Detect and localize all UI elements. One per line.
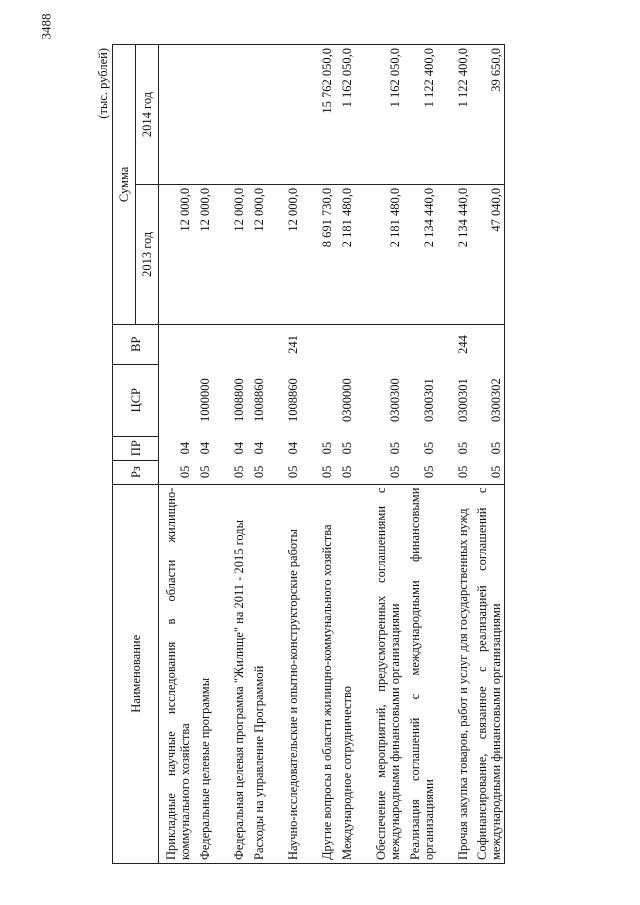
row-csr: 1008860 xyxy=(251,378,266,423)
row-pr: 05 xyxy=(421,441,436,455)
table-body xyxy=(159,45,505,864)
row-pr: 04 xyxy=(251,441,266,455)
row-csr xyxy=(301,364,335,436)
row-name: Федеральные целевые программы xyxy=(193,484,213,863)
row-rz: 05 xyxy=(421,465,436,479)
row-csr: 0300302 xyxy=(471,364,505,436)
row-name: Другие вопросы в области жилищно-коммунального хозяйства xyxy=(301,484,335,863)
row-2013: 2 134 440,0 xyxy=(403,184,437,324)
row-pr: 04 xyxy=(285,441,300,455)
table-row xyxy=(471,45,505,864)
header-sum: Сумма xyxy=(113,45,136,325)
row-name: Федеральная целевая программа "Жилище" на 2011 - 2015 годы xyxy=(213,484,247,863)
row-pr: 05 xyxy=(455,441,470,455)
row-2013: 12 000,0 xyxy=(247,184,267,324)
row-2014: 1 122 400,0 xyxy=(437,45,471,185)
row-vr xyxy=(403,324,437,364)
row-2014: 1 162 050,0 xyxy=(355,45,403,185)
row-csr: 0300000 xyxy=(339,378,354,423)
row-2014: 1 122 400,0 xyxy=(403,45,437,185)
row-pr: 04 xyxy=(231,441,246,455)
row-rz: 05 xyxy=(197,465,212,479)
row-name: Софинансирование, связанное с реализацией соглашений с международными финансовыми организациями xyxy=(471,484,505,863)
row-vr xyxy=(193,324,213,364)
row-rz: 05 xyxy=(339,465,354,479)
row-name: Прикладные научные исследования в области жилищно-коммунального хозяйства xyxy=(159,484,193,863)
row-pr: 04 xyxy=(197,441,212,455)
row-2014: 15 762 050,0 xyxy=(301,45,335,185)
row-2014: 39 650,0 xyxy=(471,45,505,185)
row-rz: 05 xyxy=(387,465,402,479)
table-row xyxy=(355,45,403,864)
row-vr xyxy=(247,324,267,364)
header-csr: ЦСР xyxy=(113,364,159,436)
row-2014: 1 162 050,0 xyxy=(335,45,355,185)
row-rz: 05 xyxy=(285,465,300,479)
row-2014 xyxy=(247,45,267,185)
header-2014: 2014 год xyxy=(136,45,159,185)
table-row xyxy=(193,45,213,864)
row-2014 xyxy=(159,45,193,185)
row-csr: 1008860 xyxy=(285,378,300,423)
row-rz: 05 xyxy=(471,460,505,484)
row-2014 xyxy=(193,45,213,185)
header-name: Наименование xyxy=(113,484,159,863)
table-row xyxy=(301,45,335,864)
row-2013: 2 181 480,0 xyxy=(335,184,355,324)
row-rz: 05 xyxy=(177,465,192,479)
page-number: 3488 xyxy=(38,13,54,40)
header-rz: Рз xyxy=(113,460,159,484)
table-row xyxy=(403,45,437,864)
header-2013: 2013 год xyxy=(136,184,159,324)
row-csr xyxy=(159,364,193,436)
row-vr xyxy=(159,324,193,364)
row-2013: 12 000,0 xyxy=(213,184,247,324)
row-name: Прочая закупка товаров, работ и услуг для государственных нужд xyxy=(437,484,471,863)
table-row xyxy=(213,45,247,864)
row-2013: 12 000,0 xyxy=(267,184,301,324)
header-row-1 xyxy=(113,45,136,864)
row-name: Реализация соглашений с международными финансовыми организациями xyxy=(403,484,437,863)
row-vr xyxy=(335,324,355,364)
row-vr: 244 xyxy=(455,335,470,354)
row-2013: 12 000,0 xyxy=(193,184,213,324)
row-rz: 05 xyxy=(455,465,470,479)
row-name: Научно-исследовательские и опытно-конструкторские работы xyxy=(267,484,301,863)
row-rz: 05 xyxy=(319,465,334,479)
row-2013: 8 691 730,0 xyxy=(301,184,335,324)
row-pr: 05 xyxy=(319,441,334,455)
rotated-page-content xyxy=(96,44,550,864)
header-pr: ПР xyxy=(113,436,159,460)
row-csr: 0300301 xyxy=(455,378,470,423)
row-vr: 241 xyxy=(285,335,300,354)
row-pr: 05 xyxy=(387,441,402,455)
row-csr: 0300300 xyxy=(387,378,402,423)
header-vr: ВР xyxy=(113,324,159,364)
row-name: Международное сотрудничество xyxy=(335,484,355,863)
table-row xyxy=(159,45,193,864)
row-2013: 12 000,0 xyxy=(159,184,193,324)
row-2013: 2 134 440,0 xyxy=(437,184,471,324)
row-csr: 0300301 xyxy=(421,378,436,423)
row-vr xyxy=(355,324,403,364)
row-2014 xyxy=(213,45,247,185)
table-row xyxy=(335,45,355,864)
units-label: (тыс. рублей) xyxy=(96,48,110,119)
row-vr xyxy=(213,324,247,364)
row-2013: 47 040,0 xyxy=(471,184,505,324)
row-pr: 05 xyxy=(339,441,354,455)
table-row xyxy=(267,45,301,864)
row-2014 xyxy=(267,45,301,185)
budget-table xyxy=(112,44,505,864)
row-name: Расходы на управление Программой xyxy=(247,484,267,863)
row-rz: 05 xyxy=(251,465,266,479)
row-rz: 05 xyxy=(231,465,246,479)
table-row xyxy=(247,45,267,864)
row-vr xyxy=(301,324,335,364)
row-name: Обеспечение мероприятий, предусмотренных соглашениями с международными финансовыми организациями xyxy=(355,484,403,863)
row-pr: 05 xyxy=(471,436,505,460)
row-vr xyxy=(471,324,505,364)
row-csr: 1008800 xyxy=(231,378,246,423)
row-pr: 04 xyxy=(177,441,192,455)
table-row xyxy=(437,45,471,864)
row-csr: 1000000 xyxy=(197,378,212,423)
row-2013: 2 181 480,0 xyxy=(355,184,403,324)
